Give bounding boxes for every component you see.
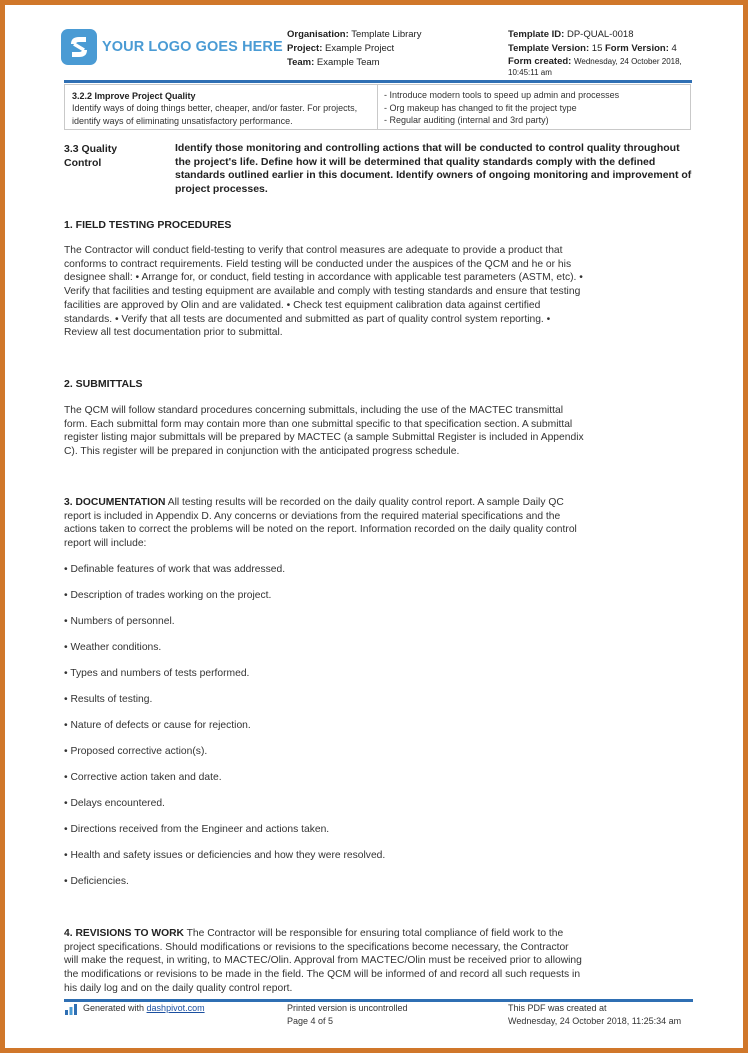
project-value: Example Project: [325, 43, 395, 54]
organisation-value: Template Library: [351, 29, 422, 40]
revisions-body: The Contractor will be responsible for ensuring total compliance of field work to the project specifications. Should modifications or revisions to the specifications become necessary, the Contractor will make the request, in writing, to MACTEC/Olin. Approval from MACTEC/Olin must be received prior to allowing the modifications or revisions to be made in the field. The QCM will be informed of and record all such requests in his daily log and on the daily quality control report.: [64, 928, 582, 994]
list-item: • Types and numbers of tests performed.: [64, 668, 250, 679]
printed-note: Printed version is uncontrolled: [287, 1003, 408, 1013]
list-item: • Results of testing.: [64, 694, 153, 705]
team-label: Team:: [287, 57, 315, 68]
pdf-created-info: [508, 1002, 681, 1028]
list-item: • Proposed corrective action(s).: [64, 746, 208, 757]
list-item: • Health and safety issues or deficiencies and how they were resolved.: [64, 850, 386, 861]
documentation-paragraph: [64, 496, 584, 551]
table-cell-left: [65, 85, 378, 129]
list-item: • Description of trades working on the project.: [64, 590, 272, 601]
list-item: • Delays encountered.: [64, 798, 165, 809]
template-version-value: 15: [591, 43, 603, 54]
field-testing-body: The Contractor will conduct field-testing to verify that control measures are adequate to provide a product that conforms to contract requirements. Field testing will be conducted under the auspices of the QCM and he or his designee shall: • Arrange for, or conduct, field testing in accordance with applicable test parameters (ASTM, etc). • Verify that facilities and testing equipment are available and comply with testing standards and ensure that testing facilities are approved by Olin and are validated. • Check test equipment calibration data against certified standards. • Verify that all tests are documented and submitted as part of quality control system reporting. • Review all test documentation prior to submittal.: [64, 245, 583, 339]
page-number: Page 4 of 5: [287, 1016, 334, 1026]
logo-text: YOUR LOGO GOES HERE: [102, 39, 283, 55]
submittals-body: The QCM will follow standard procedures concerning submittals, including the use of the MACTEC transmittal form. Each submittal form may contain more than one submittal specific to that specification section. A submittal register listing major submittals will be prepared by MACTEC (a sample Submittal Register is included in Appendix C). This register will be prepared in conjunction with the anticipated progress schedule.: [64, 405, 584, 458]
submittals-heading: 2. SUBMITTALS: [64, 378, 143, 390]
table-cell-right: [378, 85, 690, 129]
table-list-item: - Org makeup has changed to fit the project type: [384, 102, 577, 113]
form-created-label: Form created:: [508, 56, 572, 67]
template-version-label: Template Version:: [508, 43, 590, 54]
header-meta-template: [508, 28, 688, 78]
list-item: • Nature of defects or cause for rejection.: [64, 720, 251, 731]
company-logo-icon: [61, 29, 97, 65]
revisions-paragraph: [64, 927, 584, 996]
section-number-line: 3.3 Quality: [64, 143, 118, 155]
field-testing-heading: 1. FIELD TESTING PROCEDURES: [64, 219, 232, 231]
list-item: • Definable features of work that was addressed.: [64, 564, 286, 575]
organisation-label: Organisation:: [287, 29, 349, 40]
template-id-value: DP-QUAL-0018: [566, 29, 634, 40]
list-item: • Deficiencies.: [64, 876, 129, 887]
list-item: • Numbers of personnel.: [64, 616, 175, 627]
project-label: Project:: [287, 43, 323, 54]
generated-prefix: Generated with: [83, 1003, 147, 1013]
template-id-label: Template ID:: [508, 29, 565, 40]
form-version-value: 4: [671, 43, 677, 54]
quality-table: [64, 84, 691, 130]
list-item: • Corrective action taken and date.: [64, 772, 222, 783]
header-meta-project: [287, 28, 497, 70]
generated-with: [83, 1002, 205, 1015]
list-item: • Weather conditions.: [64, 642, 162, 653]
list-item: • Directions received from the Engineer and actions taken.: [64, 824, 330, 835]
section-number: [64, 142, 164, 170]
documentation-body: All testing results will be recorded on the daily quality control report. A sample Daily QC report is included in Appendix D. Any concerns or deviations from the required material specifications and the actions taken to correct the problems will be noted on the report. Information recorded on the daily quality control report will include:: [64, 497, 577, 550]
revisions-heading: 4. REVISIONS TO WORK: [64, 928, 184, 939]
form-version-label: Form Version:: [605, 43, 669, 54]
section-number-line: Control: [64, 157, 102, 169]
table-description: Identify ways of doing things better, cheaper, and/or faster. For projects, identify ways of eliminating unsatisfactory performance.: [72, 103, 358, 126]
table-list-item: - Introduce modern tools to speed up admin and processes: [384, 90, 620, 100]
dashpivot-logo-icon: [65, 1004, 79, 1015]
created-label: This PDF was created at: [508, 1003, 607, 1013]
table-list-item: - Regular auditing (internal and 3rd party): [384, 115, 549, 125]
print-info: [287, 1002, 408, 1028]
dashpivot-link[interactable]: dashpivot.com: [146, 1003, 205, 1013]
table-title: 3.2.2 Improve Project Quality: [72, 91, 196, 101]
section-description: Identify those monitoring and controlling actions that will be conducted to control quality throughout the project's life. Define how it will be determined that quality standards comply with the defined standards outlined earlier in this document. Identify owners of ongoing monitoring and improvement of project processes.: [175, 142, 692, 196]
documentation-heading: 3. DOCUMENTATION: [64, 497, 166, 508]
header-divider: [64, 80, 692, 83]
team-value: Example Team: [316, 57, 380, 68]
form-created-value: Wednesday, 24 October 2018, 10:45:11 am: [508, 57, 682, 77]
created-value: Wednesday, 24 October 2018, 11:25:34 am: [508, 1016, 682, 1026]
